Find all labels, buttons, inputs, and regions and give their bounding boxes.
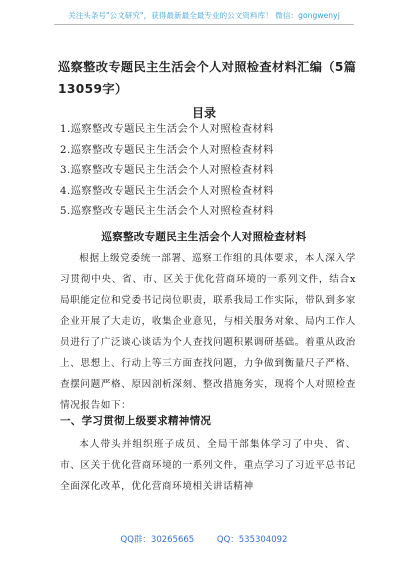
toc-item[interactable]: 4.巡察整改专题民主生活会个人对照检查材料 <box>60 185 274 197</box>
toc-item[interactable]: 2.巡察整改专题民主生活会个人对照检查材料 <box>60 144 274 156</box>
table-of-contents <box>60 120 360 223</box>
footer-qq-group: QQ群：30265665 <box>120 535 195 545</box>
document-title: 巡察整改专题民主生活会个人对照检查材料汇编（5篇 13059字） <box>58 60 357 96</box>
subsection-title: 一、学习贯彻上级要求精神情况 <box>60 415 212 427</box>
toc-item[interactable]: 3.巡察整改专题民主生活会个人对照检查材料 <box>60 165 274 176</box>
body-paragraph: 根据上级党委统一部署、巡察工作组的具体要求，本人深入学习贯彻中央、省、市、区关于优化营商环境的一系列文件，结合x局职能定位和党委书记岗位职责，联系我局工作实际，带队到多家企业开展了大走访，收集企业意见，与相关服务对象、局内工作人员进行了广泛谈心谈话为个人查找问题积累调研基础。着重从政治上、思想上、行动上等三方面查找问题，力争做到衡量尺子严格、查摆问题严格、原因剖析深刻、整改措施务实，现将个人对照检查情况报告如下： <box>60 253 356 411</box>
body-paragraph: 本人带头并组织班子成员、全局干部集体学习了中央、省、市、区关于优化营商环境的一系列文件，重点学习了习近平总书记全面深化改革，优化营商环境相关讲话精神 <box>60 439 356 492</box>
footer <box>0 533 408 545</box>
toc-item[interactable]: 1.巡察整改专题民主生活会个人对照检查材料 <box>60 124 274 135</box>
header-note: 关注头条号"公文研究"，获得最新最全最专业的公文资料库！ 微信：gongwenyj <box>68 11 340 20</box>
footer-qq: QQ：535304092 <box>216 535 288 545</box>
toc-item[interactable]: 5.巡察整改专题民主生活会个人对照检查材料 <box>60 206 274 217</box>
toc-heading: 目录 <box>191 106 216 120</box>
section-title: 巡察整改专题民主生活会个人对照检查材料 <box>101 231 307 243</box>
header-divider <box>54 24 354 25</box>
